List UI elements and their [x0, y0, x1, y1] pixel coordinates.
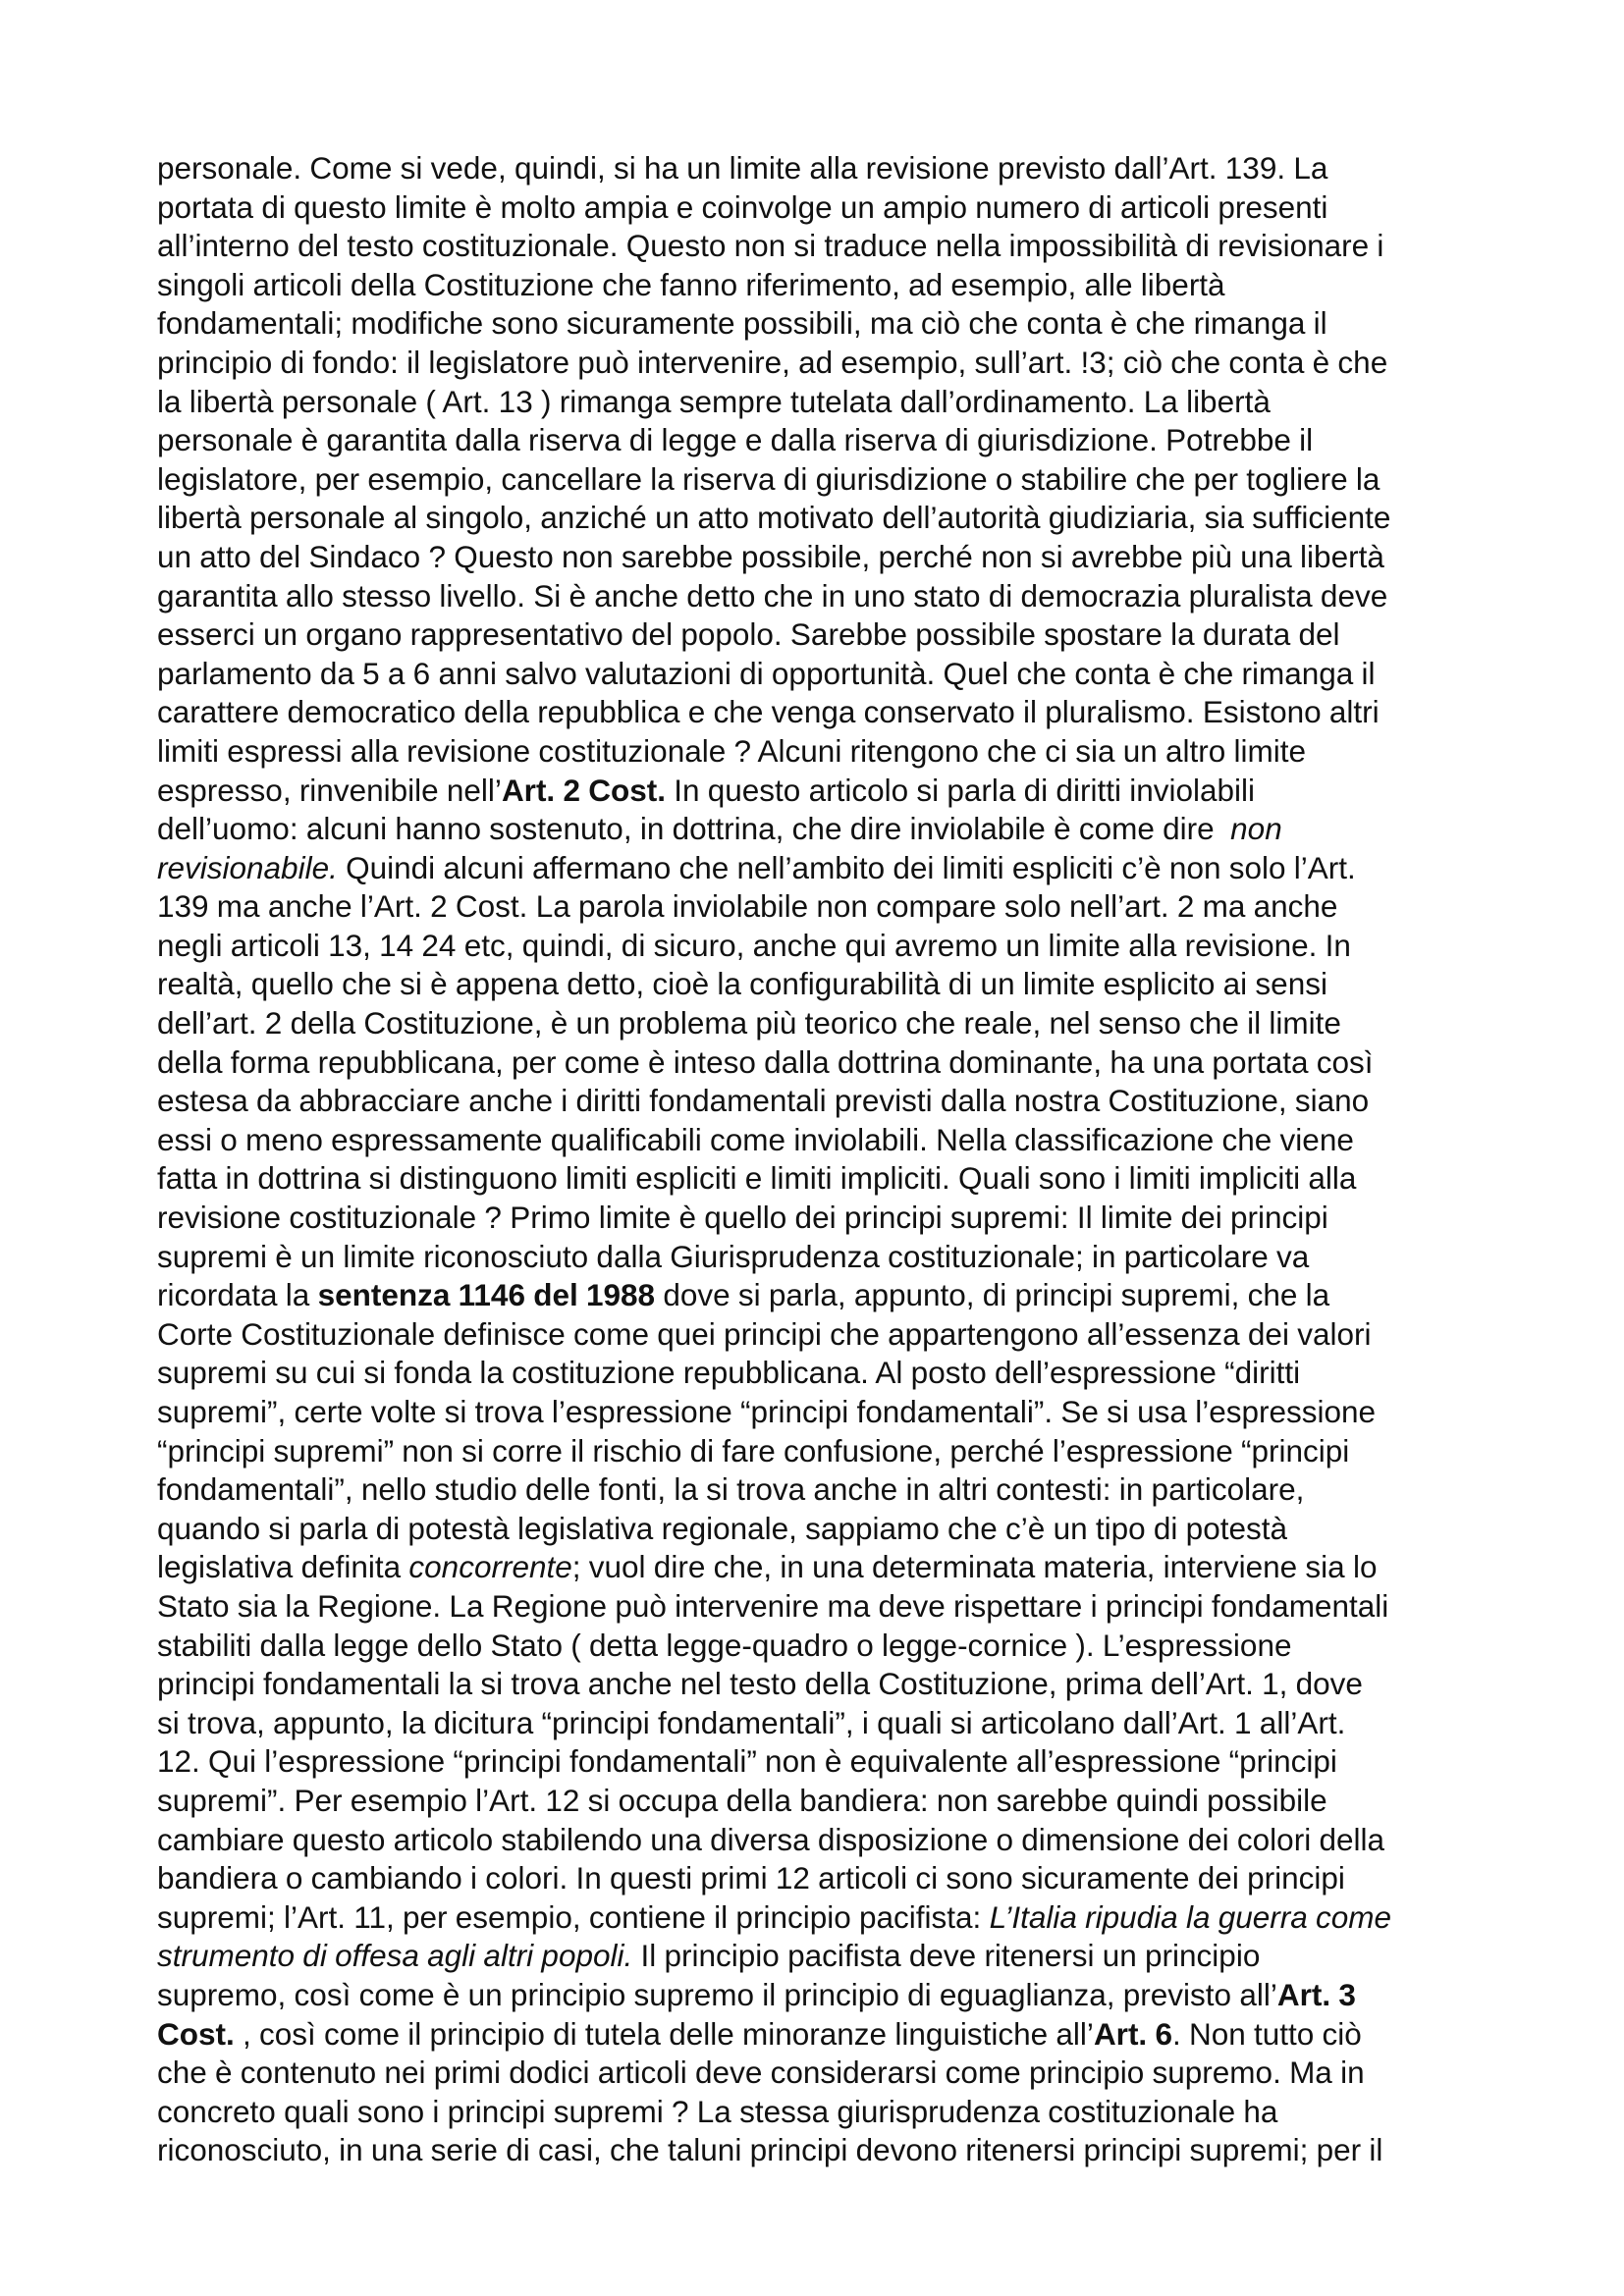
text-line	[157, 887, 1492, 927]
text-segment: principi fondamentali la si trova anche nel testo della Costituzione, prima dell’Art. 1, dove	[157, 1666, 1363, 1702]
text-segment: ricordata la	[157, 1277, 318, 1313]
text-segment: fondamentali”, nello studio delle fonti, la si trova anche in altri contesti: in particolare,	[157, 1471, 1305, 1508]
text-segment: singoli articoli della Costituzione che fanno riferimento, ad esempio, alle libertà	[157, 266, 1225, 302]
text-segment: Il principio pacifista deve ritenersi un principio	[632, 1938, 1261, 1974]
text-line	[157, 266, 1492, 305]
text-line	[157, 772, 1492, 811]
text-segment: supremi è un limite riconosciuto dalla Giurisprudenza costituzionale; in particolare va	[157, 1238, 1310, 1274]
text-line	[157, 149, 1492, 188]
text-segment: personale è garantita dalla riserva di legge e dalla riserva di giurisdizione. Potrebbe il	[157, 422, 1314, 458]
text-segment: supremi su cui si fonda la costituzione repubblicana. Al posto dell’espressione “diritti	[157, 1355, 1301, 1391]
bold-text: Art. 3	[1276, 1976, 1356, 2012]
text-segment: espresso, rinvenibile nell’	[157, 772, 502, 808]
text-line	[157, 188, 1492, 228]
text-segment: si trova, appunto, la dicitura “principi fondamentali”, i quali si articolano dall’Art. 1 all’Art.	[157, 1704, 1346, 1740]
italic-text: revisionabile.	[157, 849, 338, 885]
text-segment: che è contenuto nei primi dodici articoli deve considerarsi come principio supremo. Ma in	[157, 2055, 1365, 2091]
text-segment: supremo, così come è un principio supremo il principio di eguaglianza, previsto all’	[157, 1976, 1277, 2012]
text-line	[157, 1742, 1492, 1782]
text-segment: dove si parla, appunto, di principi supremi, che la	[655, 1277, 1330, 1313]
text-line	[157, 2054, 1492, 2093]
text-segment: Stato sia la Regione. La Regione può intervenire ma deve rispettare i principi fondamentali	[157, 1587, 1389, 1624]
text-segment: la libertà personale ( Art. 13 ) rimanga sempre tutelata dall’ordinamento. La libertà	[157, 383, 1271, 419]
text-line	[157, 1587, 1492, 1627]
text-segment: personale. Come si vede, quindi, si ha un limite alla revisione previsto dall’Art. 139. La	[157, 150, 1328, 186]
bold-text: Art. 2 Cost.	[501, 772, 666, 808]
text-line	[157, 732, 1492, 772]
text-line	[157, 1121, 1492, 1160]
text-line	[157, 344, 1492, 383]
text-segment: , così come il principio di tutela delle minoranze linguistiche all’	[234, 2015, 1094, 2052]
text-line	[157, 1432, 1492, 1471]
text-line	[157, 1004, 1492, 1043]
text-segment: supremi”, certe volte si trova l’espressione “principi fondamentali”. Se si usa l’espressione	[157, 1394, 1377, 1429]
text-segment: fondamentali; modifiche sono sicuramente possibili, ma ciò che conta è che rimanga il	[157, 305, 1327, 342]
text-line	[157, 1199, 1492, 1238]
text-segment: legislativa definita	[157, 1549, 409, 1585]
italic-text: non	[1230, 811, 1282, 847]
text-segment: un atto del Sindaco ? Questo non sarebbe possibile, perché non si avrebbe più una libertà	[157, 538, 1384, 574]
text-segment: 12. Qui l’espressione “principi fondamentali” non è equivalente all’espressione “principi	[157, 1743, 1337, 1780]
body-text	[157, 149, 1492, 2170]
text-segment: bandiera o cambiando i colori. In questi primi 12 articoli ci sono sicuramente dei principi	[157, 1860, 1345, 1896]
text-line	[157, 1082, 1492, 1121]
text-line	[157, 1665, 1492, 1704]
text-line	[157, 1470, 1492, 1510]
text-segment: negli articoli 13, 14 24 etc, quindi, di sicuro, anche qui avremo un limite alla revisione. In	[157, 927, 1351, 963]
text-segment: revisione costituzionale ? Primo limite è quello dei principi supremi: Il limite dei principi	[157, 1200, 1328, 1236]
text-segment: . Non tutto ciò	[1171, 2015, 1362, 2052]
text-line	[157, 849, 1492, 888]
text-line	[157, 304, 1492, 344]
bold-text: Cost.	[157, 2015, 235, 2052]
text-segment: garantita allo stesso livello. Si è anche detto che in uno stato di democrazia pluralista deve	[157, 577, 1388, 614]
text-line	[157, 460, 1492, 500]
text-segment: In questo articolo si parla di diritti inviolabili	[665, 772, 1256, 808]
italic-text: strumento di offesa agli altri popoli.	[157, 1938, 633, 1974]
text-segment: della forma repubblicana, per come è inteso dalla dottrina dominante, ha una portata così	[157, 1043, 1374, 1080]
text-line	[157, 2015, 1492, 2055]
italic-text: L’Italia ripudia la guerra come	[989, 1898, 1392, 1935]
text-segment: limiti espressi alla revisione costituzionale ? Alcuni ritengono che ci sia un altro limite	[157, 732, 1307, 769]
text-segment: parlamento da 5 a 6 anni salvo valutazioni di opportunità. Quel che conta è che rimanga il	[157, 655, 1376, 691]
text-line	[157, 2093, 1492, 2132]
text-line	[157, 421, 1492, 460]
text-segment: dell’art. 2 della Costituzione, è un problema più teorico che reale, nel senso che il limite	[157, 1005, 1341, 1041]
text-segment: quando si parla di potestà legislativa regionale, sappiamo che c’è un tipo di potestà	[157, 1510, 1288, 1546]
bold-text: Art. 6	[1093, 2015, 1172, 2052]
text-line	[157, 655, 1492, 694]
text-segment: libertà personale al singolo, anziché un atto motivato dell’autorità giudiziaria, sia sufficiente	[157, 500, 1391, 536]
text-segment: principio di fondo: il legislatore può intervenire, ad esempio, sull’art. !3; ciò che conta è che	[157, 344, 1388, 380]
text-line	[157, 1937, 1492, 1976]
text-line	[157, 693, 1492, 732]
text-line	[157, 1821, 1492, 1860]
text-line	[157, 1043, 1492, 1083]
text-segment: stabiliti dalla legge dello Stato ( detta legge-quadro o legge-cornice ). L’espressione	[157, 1627, 1292, 1663]
text-line	[157, 2131, 1492, 2170]
text-line	[157, 927, 1492, 966]
text-segment: Corte Costituzionale definisce come quei principi che appartengono all’essenza dei valori	[157, 1315, 1372, 1352]
text-segment: supremi; l’Art. 11, per esempio, contiene il principio pacifista:	[157, 1898, 990, 1935]
text-line	[157, 965, 1492, 1004]
text-segment: carattere democratico della repubblica e che venga conservato il pluralismo. Esistono altri	[157, 694, 1380, 730]
text-line	[157, 577, 1492, 616]
text-line	[157, 1159, 1492, 1199]
text-segment: cambiare questo articolo stabilendo una diversa disposizione o dimensione dei colori della	[157, 1821, 1384, 1857]
text-line	[157, 499, 1492, 538]
text-line	[157, 383, 1492, 422]
text-line	[157, 538, 1492, 577]
text-line	[157, 1548, 1492, 1587]
text-segment: legislatore, per esempio, cancellare la riserva di giurisdizione o stabilire che per togliere la	[157, 460, 1380, 497]
text-segment: essi o meno espressamente qualificabili come inviolabili. Nella classificazione che viene	[157, 1121, 1354, 1157]
text-line	[157, 1238, 1492, 1277]
text-segment: “principi supremi” non si corre il rischio di fare confusione, perché l’espressione “principi	[157, 1432, 1350, 1468]
text-line	[157, 810, 1492, 849]
text-segment: dell’uomo: alcuni hanno sostenuto, in dottrina, che dire inviolabile è come dire	[157, 811, 1231, 847]
text-line	[157, 1315, 1492, 1355]
text-line	[157, 1393, 1492, 1432]
text-segment: Quindi alcuni affermano che nell’ambito dei limiti espliciti c’è non solo l’Art.	[337, 849, 1356, 885]
text-line	[157, 615, 1492, 655]
text-segment: esserci un organo rappresentativo del popolo. Sarebbe possibile spostare la durata del	[157, 616, 1340, 653]
text-segment: riconosciuto, in una serie di casi, che taluni principi devono ritenersi principi supremi; per il	[157, 2132, 1383, 2168]
text-line	[157, 1510, 1492, 1549]
text-segment: all’interno del testo costituzionale. Questo non si traduce nella impossibilità di revisionare i	[157, 228, 1384, 264]
text-segment: 139 ma anche l’Art. 2 Cost. La parola inviolabile non compare solo nell’art. 2 ma anche	[157, 888, 1338, 925]
text-line	[157, 1276, 1492, 1315]
text-line	[157, 1859, 1492, 1898]
text-segment: portata di questo limite è molto ampia e coinvolge un ampio numero di articoli presenti	[157, 188, 1328, 225]
text-line	[157, 227, 1492, 266]
text-segment: fatta in dottrina si distinguono limiti espliciti e limiti impliciti. Quali sono i limiti impliciti alla	[157, 1160, 1357, 1197]
text-segment: realtà, quello che si è appena detto, cioè la configurabilità di un limite esplicito ai sensi	[157, 966, 1327, 1002]
text-line	[157, 1898, 1492, 1938]
text-segment: ; vuol dire che, in una determinata materia, interviene sia lo	[571, 1549, 1378, 1585]
text-line	[157, 1704, 1492, 1743]
text-line	[157, 1627, 1492, 1666]
bold-text: sentenza 1146 del 1988	[317, 1277, 656, 1313]
text-segment: estesa da abbracciare anche i diritti fondamentali previsti dalla nostra Costituzione, siano	[157, 1083, 1370, 1119]
italic-text: concorrente	[408, 1549, 572, 1585]
text-line	[157, 1976, 1492, 2015]
text-line	[157, 1354, 1492, 1393]
text-segment: concreto quali sono i principi supremi ? La stessa giurisprudenza costituzionale ha	[157, 2093, 1278, 2129]
text-line	[157, 1782, 1492, 1821]
text-segment: supremi”. Per esempio l’Art. 12 si occupa della bandiera: non sarebbe quindi possibile	[157, 1782, 1327, 1818]
